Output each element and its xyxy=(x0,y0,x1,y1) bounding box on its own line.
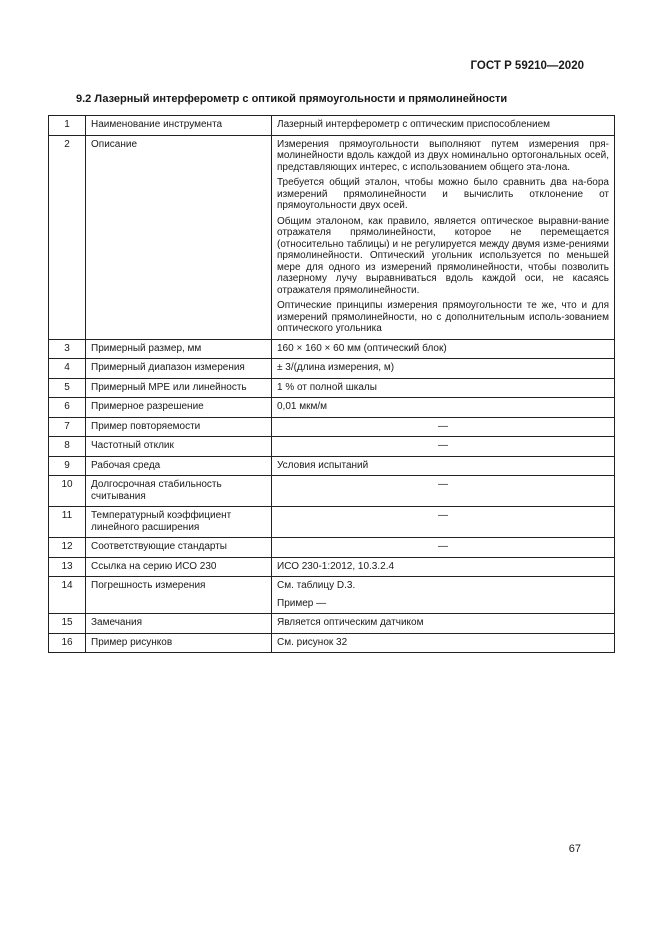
table-row xyxy=(49,339,615,359)
row-value: — xyxy=(272,507,615,538)
row-parameter: Соответствующие стандарты xyxy=(86,538,272,558)
row-number: 5 xyxy=(49,378,86,398)
row-value: — xyxy=(272,437,615,457)
row-number: 6 xyxy=(49,398,86,418)
row-value xyxy=(272,577,615,614)
value-line: Пример — xyxy=(277,597,327,609)
row-value: См. рисунок 32 xyxy=(272,633,615,653)
table-row xyxy=(49,359,615,379)
row-parameter: Частотный отклик xyxy=(86,437,272,457)
table-row xyxy=(49,633,615,653)
row-number: 4 xyxy=(49,359,86,379)
row-value: 0,01 мкм/м xyxy=(272,398,615,418)
row-value: — xyxy=(272,417,615,437)
row-parameter: Пример повторяемости xyxy=(86,417,272,437)
instrument-spec-table xyxy=(48,115,615,653)
row-number: 16 xyxy=(49,633,86,653)
table-row xyxy=(49,116,615,136)
row-number: 8 xyxy=(49,437,86,457)
table-row xyxy=(49,507,615,538)
row-value: Является оптическим датчиком xyxy=(272,614,615,634)
description-paragraph: Оптические принципы измерения прямоугольности те же, что и для измерений прямолинейности, но с дополнительным исполь-зованием оптического угольника xyxy=(277,300,609,334)
parameter-line: Температурный коэффициент xyxy=(91,510,232,521)
row-parameter: Рабочая среда xyxy=(86,456,272,476)
parameter-line: линейного расширения xyxy=(91,521,200,533)
description-paragraph: Измерения прямоугольности выполняют путем измерения пря-молинейности вдоль каждой из двух номинально ортогональных осей, представляющих интерес, с использованием общего эта-лона. xyxy=(277,138,609,173)
row-parameter xyxy=(86,476,272,507)
page-number: 67 xyxy=(568,843,581,855)
row-number: 9 xyxy=(49,456,86,476)
row-parameter: Примерный диапазон измерения xyxy=(86,359,272,379)
row-parameter: Наименование инструмента xyxy=(86,116,272,136)
row-value-description xyxy=(272,135,615,339)
row-parameter: Ссылка на серию ИСО 230 xyxy=(86,557,272,577)
row-value: 1 % от полной шкалы xyxy=(272,378,615,398)
table-row xyxy=(49,614,615,634)
row-number: 10 xyxy=(49,476,86,507)
row-value: 160 × 160 × 60 мм (оптический блок) xyxy=(272,339,615,359)
row-number: 13 xyxy=(49,557,86,577)
row-number: 2 xyxy=(49,135,86,339)
table-row xyxy=(49,476,615,507)
parameter-line: Долгосрочная стабильность xyxy=(91,479,222,490)
row-parameter: Замечания xyxy=(86,614,272,634)
table-row xyxy=(49,538,615,558)
table-row xyxy=(49,417,615,437)
row-parameter: Примерный размер, мм xyxy=(86,339,272,359)
row-parameter: Погрешность измерения xyxy=(86,577,272,614)
row-number: 7 xyxy=(49,417,86,437)
table-row xyxy=(49,437,615,457)
row-number: 3 xyxy=(49,339,86,359)
table-row xyxy=(49,577,615,614)
row-value: Условия испытаний xyxy=(272,456,615,476)
row-number: 15 xyxy=(49,614,86,634)
table-row xyxy=(49,398,615,418)
row-parameter: Описание xyxy=(86,135,272,339)
row-parameter: Примерный MPE или линейность xyxy=(86,378,272,398)
row-value: — xyxy=(272,538,615,558)
row-number: 14 xyxy=(49,577,86,614)
table-row xyxy=(49,135,615,339)
row-number: 12 xyxy=(49,538,86,558)
parameter-line: считывания xyxy=(91,490,146,502)
row-value: — xyxy=(272,476,615,507)
document-standard-number: ГОСТ Р 59210—2020 xyxy=(470,60,584,72)
table-row xyxy=(49,378,615,398)
description-paragraph: Требуется общий эталон, чтобы можно было сравнить два на-бора измерений прямолинейности и вычислить отклонение от прямоугольности двух осей. xyxy=(277,177,609,211)
row-number: 11 xyxy=(49,507,86,538)
row-value: Лазерный интерферометр с оптическим приспособлением xyxy=(272,116,615,136)
row-parameter: Пример рисунков xyxy=(86,633,272,653)
table-row xyxy=(49,557,615,577)
row-value: ИСО 230-1:2012, 10.3.2.4 xyxy=(272,557,615,577)
row-value: ± 3/(длина измерения, м) xyxy=(272,359,615,379)
row-number: 1 xyxy=(49,116,86,136)
section-title: 9.2 Лазерный интерферометр с оптикой прямоугольности и прямолинейности xyxy=(76,93,508,105)
row-parameter xyxy=(86,507,272,538)
description-paragraph: Общим эталоном, как правило, является оптическое выравни-вание отражателя прямолинейности, которое не перемещается (относительно таблицы) и не регулируется между двумя изме-рениями прямолинейности. Оптический угольник используется по меньшей мере для одного из измерений прямолинейности, чтобы позволить лазерному лучу выравниваться вдоль каждой оси, не касаясь отражателя прямолинейности. xyxy=(277,215,609,296)
value-line: См. таблицу D.3. xyxy=(277,580,356,591)
row-parameter: Примерное разрешение xyxy=(86,398,272,418)
table-row xyxy=(49,456,615,476)
